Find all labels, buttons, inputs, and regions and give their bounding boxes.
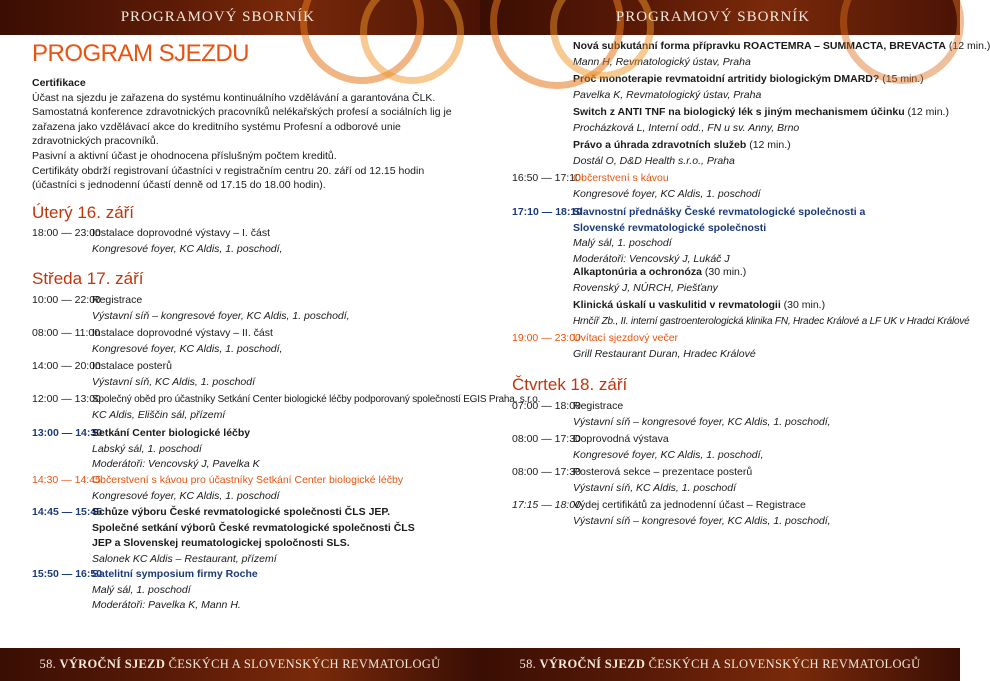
footer-text (520, 657, 921, 672)
entry-time: 14:30 — 14:45 (32, 474, 101, 486)
entry-time: 13:00 — 14:30 (32, 427, 103, 439)
entry-location: Kongresové foyer, KC Aldis, 1. poschodí, (92, 342, 283, 355)
entry-time: 08:00 — 17:30 (512, 433, 581, 445)
entry-time: 15:50 — 16:50 (32, 568, 103, 580)
talk-author: Mann H, Revmatologický ústav, Praha (573, 55, 751, 68)
entry-title: Registrace (92, 294, 143, 306)
talk-title: Proč monoterapie revmatoidní artritidy biologickým DMARD? (573, 73, 880, 85)
certification-text: Certifikáty obdrží registrovaní účastníci v registračním centru 20. září od 12.15 hodin (účastníci s jednodenní účastí denně od 17.15 do 18.00 hodin). (32, 164, 425, 192)
talk-duration: (12 min.) (907, 106, 949, 118)
talk-author: Rovenský J, NÚRCH, Piešťany (573, 281, 718, 294)
entry-time: 19:00 — 23:00 (512, 332, 581, 344)
entry-title: Setkání Center biologické léčby (92, 427, 251, 439)
talk-title: Alkaptonúria a ochronóza (573, 266, 702, 278)
entry-location: Grill Restaurant Duran, Hradec Králové (573, 347, 756, 360)
entry-moderators: Moderátoři: Vencovský J, Lukáč J (573, 252, 730, 265)
entry-location: KC Aldis, Eliščin sál, přízemí (92, 408, 226, 421)
header-title: PROGRAMOVÝ SBORNÍK (615, 9, 811, 25)
entry-location: Salonek KC Aldis – Restaurant, přízemí (92, 552, 277, 565)
entry-time: 08:00 — 17:30 (512, 466, 581, 478)
entry-title: Instalace doprovodné výstavy – I. část (92, 227, 271, 239)
program-title: PROGRAM SJEZDU (32, 40, 250, 67)
talk-duration: (12 min.) (948, 40, 990, 52)
entry-location: Výstavní síň – kongresové foyer, KC Aldis, 1. poschodí, (573, 514, 831, 527)
entry-title: Občerstvení s kávou pro účastníky Setkání Center biologické léčby (92, 474, 404, 486)
talk-author: Procházková L, Interní odd., FN u sv. Anny, Brno (573, 121, 800, 134)
footer-left (0, 648, 480, 681)
talk-duration: (30 min.) (704, 266, 747, 278)
talk-title: Klinická úskalí u vaskulitid v revmatologii (573, 299, 781, 311)
talk-title: Switch z ANTI TNF na biologický lék s jiným mechanismem účinku (573, 106, 905, 118)
certification-heading: Certifikace (32, 77, 86, 89)
entry-location: Labský sál, 1. poschodí (92, 442, 202, 455)
entry-location: Výstavní síň, KC Aldis, 1. poschodí (92, 375, 256, 388)
entry-title: Výdej certifikátů za jednodenní účast – Registrace (573, 499, 806, 511)
entry-location: Kongresové foyer, KC Aldis, 1. poschodí, (573, 448, 764, 461)
header-left (0, 0, 480, 35)
entry-time: 14:45 — 15:45 (32, 506, 103, 518)
day-heading: Středa 17. září (32, 269, 144, 288)
entry-title: Posterová sekce – prezentace posterů (573, 466, 753, 478)
entry-time: 08:00 — 11:00 (32, 327, 101, 339)
entry-title: Společné setkání výborů České revmatologické společnosti ČLS JEP a Slovenskej reumatologickej spoločnosti SLS. (92, 521, 415, 549)
entry-location: Výstavní síň – kongresové foyer, KC Aldis, 1. poschodí, (92, 309, 350, 322)
entry-time: 10:00 — 22:00 (32, 294, 101, 306)
entry-title: Doprovodná výstava (573, 433, 669, 445)
entry-time: 18:00 — 23:00 (32, 227, 101, 239)
entry-moderators: Moderátoři: Pavelka K, Mann H. (92, 599, 241, 611)
entry-time: 17:10 — 18:10 (512, 206, 583, 218)
footer-bold: VÝROČNÍ SJEZD (59, 657, 166, 671)
footer-text (40, 657, 441, 672)
entry-title: Slavnostní přednášky České revmatologické společnosti a Slovenské revmatologické společnosti (573, 206, 866, 234)
entry-time: 17:15 — 18:00 (512, 499, 581, 511)
entry-location: Kongresové foyer, KC Aldis, 1. poschodí, (92, 242, 283, 255)
entry-title: Uvítací sjezdový večer (573, 332, 679, 344)
entry-location: Výstavní síň, KC Aldis, 1. poschodí (573, 481, 737, 494)
entry-time: 07:00 — 18:00 (512, 400, 581, 412)
entry-title: Instalace doprovodné výstavy – II. část (92, 327, 273, 339)
entry-title: Společný oběd pro účastníky Setkání Center biologické léčby podporovaný společností EGIS Praha, s.r.o. (92, 394, 541, 405)
talk-title: Právo a úhrada zdravotních služeb (573, 139, 747, 151)
talk-duration: (30 min.) (783, 299, 826, 311)
talk-title: Nová subkutánní forma přípravku ROACTEMRA – SUMMACTA, BREVACTA (573, 40, 946, 52)
left-page (32, 35, 541, 648)
talk-author: Dostál O, D&D Health s.r.o., Praha (573, 154, 735, 167)
talk-duration: (12 min.) (749, 139, 791, 151)
entry-title: Satelitní symposium firmy Roche (92, 568, 258, 580)
entry-title: Občerstvení s kávou (573, 172, 669, 184)
footer-number: 58. (39, 657, 57, 671)
entry-time: 12:00 — 13:00 (32, 393, 101, 405)
footer-rest: ČESKÝCH A SLOVENSKÝCH REVMATOLOGŮ (168, 657, 441, 671)
entry-moderators: Moderátoři: Vencovský J, Pavelka K (92, 458, 260, 470)
entry-title: Instalace posterů (92, 360, 172, 372)
footer-bold: VÝROČNÍ SJEZD (539, 657, 646, 671)
entry-title: Schůze výboru České revmatologické společnosti ČLS JEP. (92, 506, 390, 518)
header-title: PROGRAMOVÝ SBORNÍK (120, 9, 315, 25)
talk-author: Pavelka K, Revmatologický ústav, Praha (573, 88, 762, 101)
entry-location: Výstavní síň – kongresové foyer, KC Aldis, 1. poschodí, (573, 415, 831, 428)
footer-right (480, 648, 960, 681)
entry-location: Malý sál, 1. poschodí (92, 583, 191, 596)
header-right (480, 0, 960, 35)
footer-number: 58. (519, 657, 537, 671)
entry-time: 16:50 — 17:10 (512, 172, 581, 184)
certification-text: Účast na sjezdu je zařazena do systému kontinuálního vzdělávání a garantována ČLK. Samostatná konference zdravotnických pracovníků nelékařských profesí a sociálních lig je zařazena jako vzdělávací akce do kreditního systému Profesní a odborové unie zdravotnických pracovníků. (32, 91, 452, 148)
entry-location: Kongresové foyer, KC Aldis, 1. poschodí (92, 489, 280, 502)
entry-time: 14:00 — 20:00 (32, 360, 101, 372)
day-heading: Čtvrtek 18. září (512, 375, 628, 394)
day-heading: Úterý 16. září (32, 203, 135, 222)
talk-author: Hrnčíř Zb., II. interní gastroenterologická klinika FN, Hradec Králové a LF UK v Hradci Králové (573, 315, 970, 327)
right-page (512, 35, 990, 648)
footer-rest: ČESKÝCH A SLOVENSKÝCH REVMATOLOGŮ (648, 657, 921, 671)
entry-location: Kongresové foyer, KC Aldis, 1. poschodí (573, 187, 761, 200)
certification-text: Pasivní a aktivní účast je ohodnocena příslušným počtem kreditů. (32, 149, 337, 162)
entry-title: Registrace (573, 400, 624, 412)
entry-location: Malý sál, 1. poschodí (573, 237, 672, 249)
talk-duration: (15 min.) (882, 73, 924, 85)
certification-section (32, 76, 452, 193)
